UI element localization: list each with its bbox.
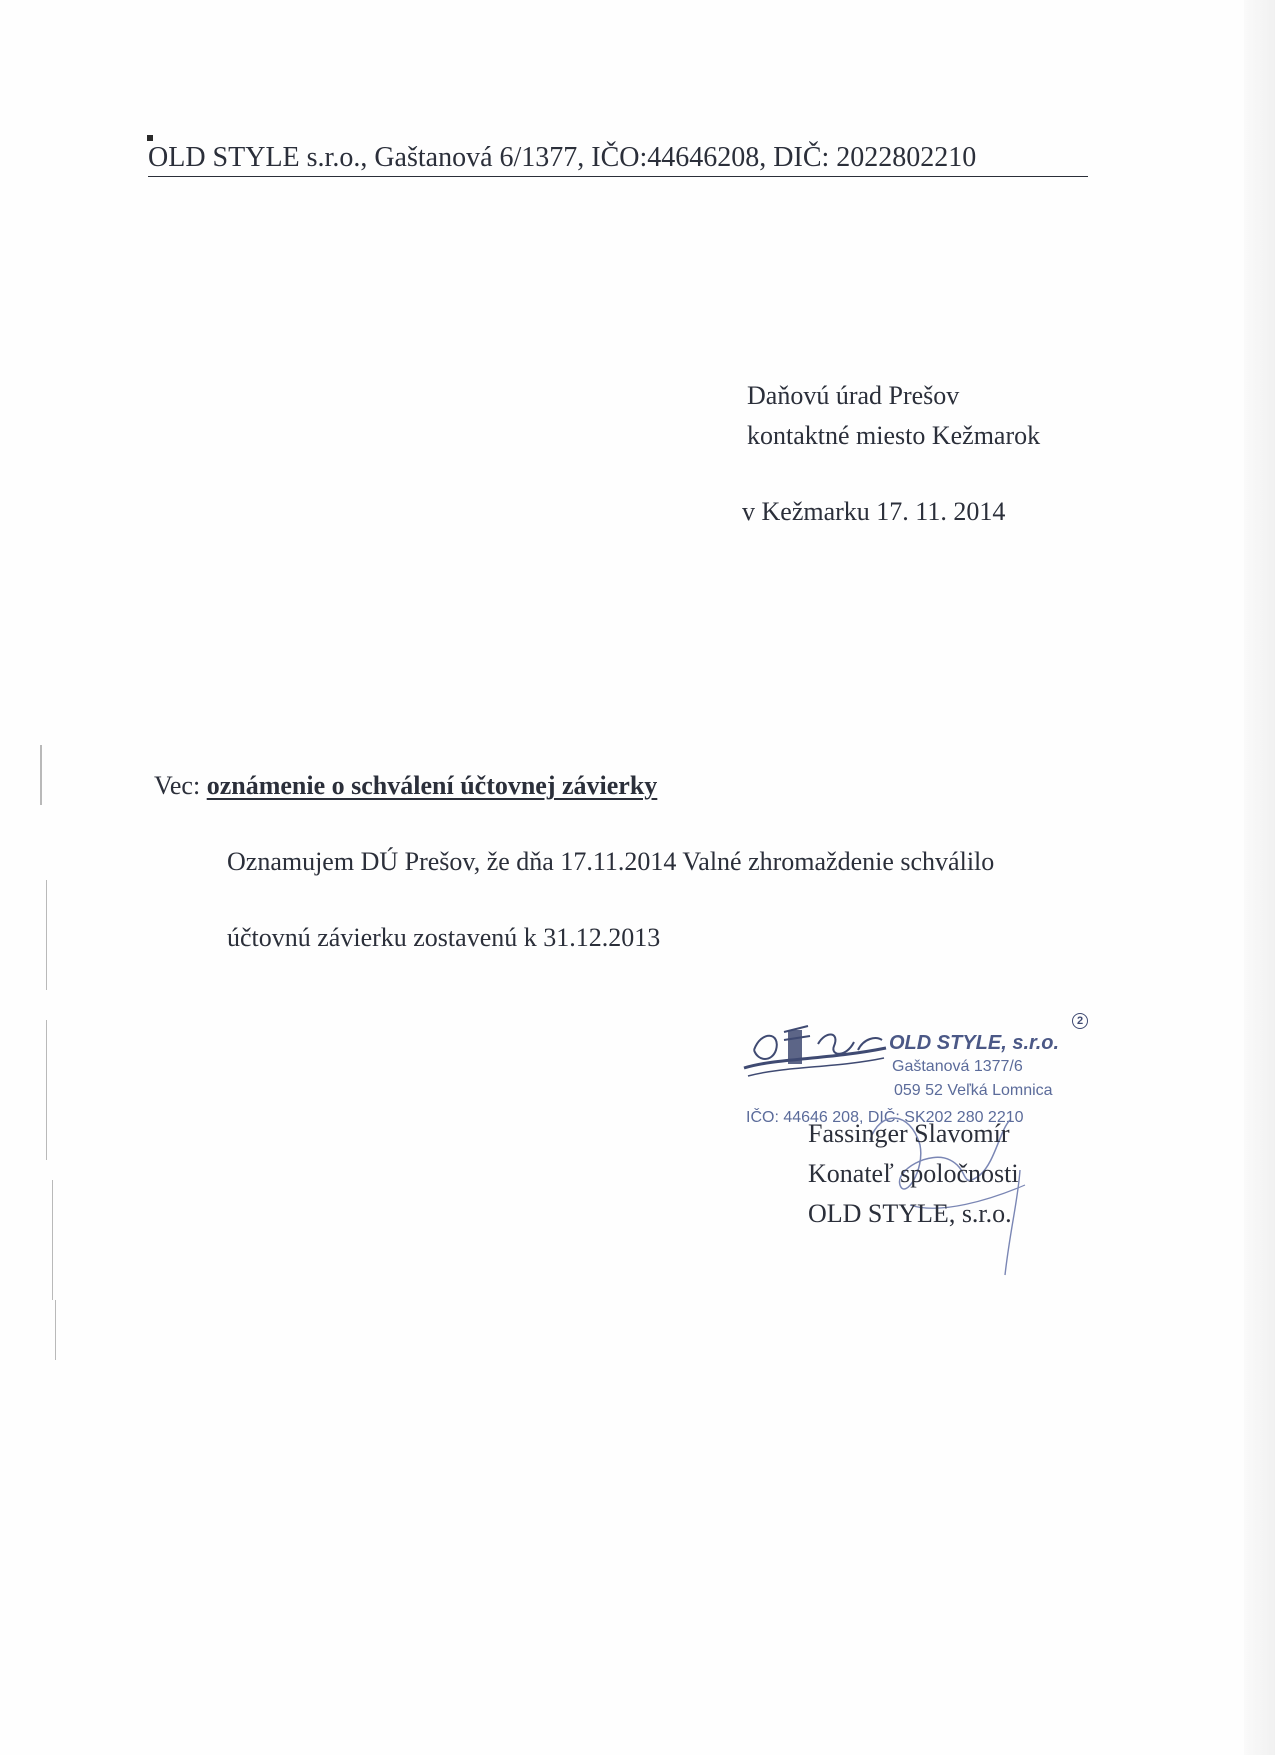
letterhead-text: OLD STYLE s.r.o., Gaštanová 6/1377, IČO:44646208, DIČ: 2022802210 <box>148 142 977 173</box>
body-line-1: Oznamujem DÚ Prešov, že dňa 17.11.2014 Valné zhromaždenie schválilo <box>227 847 995 876</box>
subject-text: oznámenie o schválení účtovnej závierky <box>206 771 658 800</box>
signer-company: OLD STYLE, s.r.o. <box>808 1199 1012 1228</box>
scan-artifact-line <box>52 1180 53 1300</box>
body-line-2: účtovnú závierku zostavenú k 31.12.2013 <box>227 923 661 952</box>
scan-artifact-line <box>40 745 42 805</box>
stamp-city: 059 52 Veľká Lomnica <box>894 1082 1053 1099</box>
date-line: v Kežmarku 17. 11. 2014 <box>742 497 1006 526</box>
stamp-ids: IČO: 44646 208, DIČ: SK202 280 2210 <box>746 1109 1024 1126</box>
subject-label: Vec: <box>154 771 201 800</box>
stamp-company: OLD STYLE, s.r.o. <box>889 1032 1060 1054</box>
scan-artifact-line <box>46 880 47 990</box>
scan-artifact-line <box>46 1020 47 1160</box>
signer-block <box>808 1114 1019 1234</box>
letterhead <box>148 140 1088 177</box>
recipient-line-1: Daňovú úrad Prešov <box>747 381 960 410</box>
signer-name: Fassinger Slavomír <box>808 1119 1010 1148</box>
stamp-street: Gaštanová 1377/6 <box>892 1058 1023 1075</box>
signer-role: Konateľ spoločnosti <box>808 1159 1019 1188</box>
subject-line <box>154 766 657 806</box>
recipient-line-2: kontaktné miesto Kežmarok <box>747 421 1041 450</box>
scan-artifact-line <box>55 1300 56 1360</box>
scan-edge-shadow <box>1244 0 1275 1755</box>
stamp-logo-icon <box>736 1020 896 1090</box>
recipient-address <box>747 376 1040 456</box>
registered-mark-icon: 2 <box>1072 1013 1088 1029</box>
